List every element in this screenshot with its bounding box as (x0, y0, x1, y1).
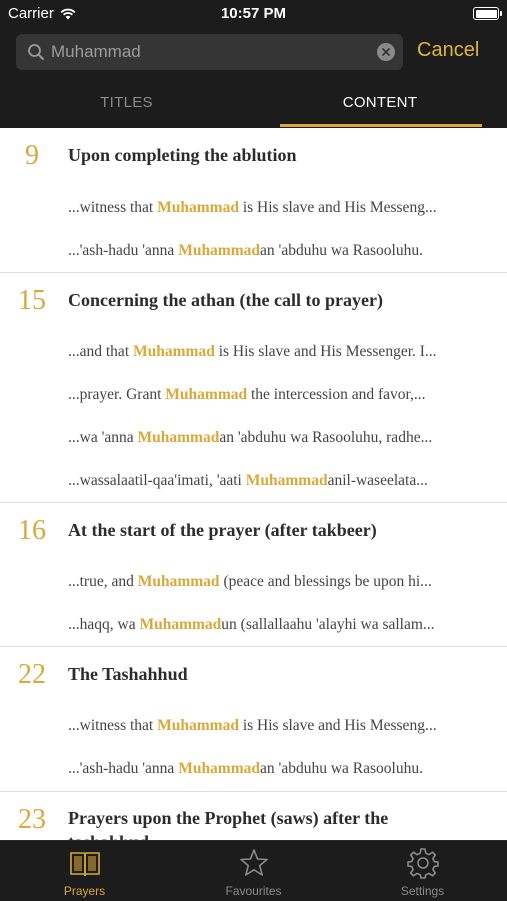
search-bar (0, 28, 507, 76)
results-list[interactable] (0, 128, 507, 840)
result-section[interactable] (0, 503, 507, 647)
bottom-tab-bar (0, 840, 507, 900)
result-row[interactable]: ...'ash-hadu 'anna Muhammadan 'abduhu wa Rasooluhu. (68, 242, 423, 259)
match-highlight: Muhammad (137, 573, 220, 590)
result-row[interactable]: ...witness that Muhammad is His slave and His Messeng... (68, 717, 437, 734)
match-highlight: Muhammad (165, 386, 248, 403)
tab-favourites[interactable] (169, 841, 338, 901)
search-field[interactable] (16, 34, 403, 70)
section-title: Concerning the athan (the call to prayer) (68, 290, 383, 310)
result-row[interactable]: ...wa 'anna Muhammadan 'abduhu wa Rasooluhu, radhe... (68, 429, 433, 446)
result-row[interactable]: ...haqq, wa Muhammadun (sallallaahu 'alayhi wa sallam... (68, 616, 435, 633)
tab-settings[interactable] (338, 841, 507, 901)
match-highlight: Muhammad (157, 717, 239, 734)
carrier-label: Carrier (8, 5, 54, 22)
result-row[interactable]: ...true, and Muhammad (peace and blessings be upon hi... (68, 573, 432, 590)
tab-prayers-label: Prayers (63, 884, 106, 898)
clear-search-button[interactable] (377, 43, 395, 61)
search-scope-tabs (0, 76, 507, 128)
section-title: Upon completing the ablution (68, 145, 297, 165)
result-section[interactable] (0, 273, 507, 503)
match-highlight: Muhammad (137, 429, 220, 446)
section-title: At the start of the prayer (after takbeer) (68, 520, 377, 540)
search-icon (27, 43, 45, 61)
result-section[interactable] (0, 647, 507, 792)
match-highlight: Muhammad (157, 199, 239, 216)
battery-icon (473, 7, 499, 20)
tab-favourites-label: Favourites (225, 884, 282, 898)
section-title: The Tashahhud (68, 664, 188, 684)
status-bar (0, 0, 507, 28)
tab-settings-label: Settings (400, 884, 445, 898)
section-number: 16 (18, 515, 46, 546)
match-highlight: Muhammad (178, 760, 261, 777)
gear-icon (406, 846, 440, 880)
result-row[interactable]: ...and that Muhammad is His slave and His Messenger. I... (68, 343, 437, 360)
match-highlight: Muhammad (245, 472, 328, 489)
result-row[interactable]: ...'ash-hadu 'anna Muhammadan 'abduhu wa Rasooluhu. (68, 760, 423, 777)
star-icon (237, 846, 271, 880)
match-highlight: Muhammad (133, 343, 215, 360)
cancel-button[interactable]: Cancel (417, 39, 480, 61)
match-highlight: Muhammad (178, 242, 261, 259)
section-number: 23 (18, 804, 46, 835)
result-row[interactable]: ...witness that Muhammad is His slave and His Messeng... (68, 199, 437, 216)
tab-prayers[interactable] (0, 841, 169, 901)
result-section[interactable] (0, 128, 507, 273)
book-icon (68, 846, 102, 880)
section-title: Prayers upon the Prophet (saws) after the (68, 808, 389, 828)
match-highlight: Muhammad (139, 616, 222, 633)
section-number: 22 (18, 659, 46, 690)
tab-titles[interactable]: TITLES (100, 93, 153, 111)
result-row[interactable]: ...wassalaatil-qaa'imati, 'aati Muhammadanil-waseelata... (68, 472, 428, 489)
search-input[interactable] (51, 34, 371, 70)
section-number: 15 (18, 285, 46, 316)
active-tab-indicator (280, 124, 482, 127)
result-row[interactable]: ...prayer. Grant Muhammad the intercession and favor,... (68, 386, 426, 403)
section-number: 9 (25, 140, 39, 171)
status-time: 10:57 PM (220, 5, 287, 22)
clear-icon (377, 43, 395, 61)
tab-content[interactable]: CONTENT (342, 93, 418, 111)
